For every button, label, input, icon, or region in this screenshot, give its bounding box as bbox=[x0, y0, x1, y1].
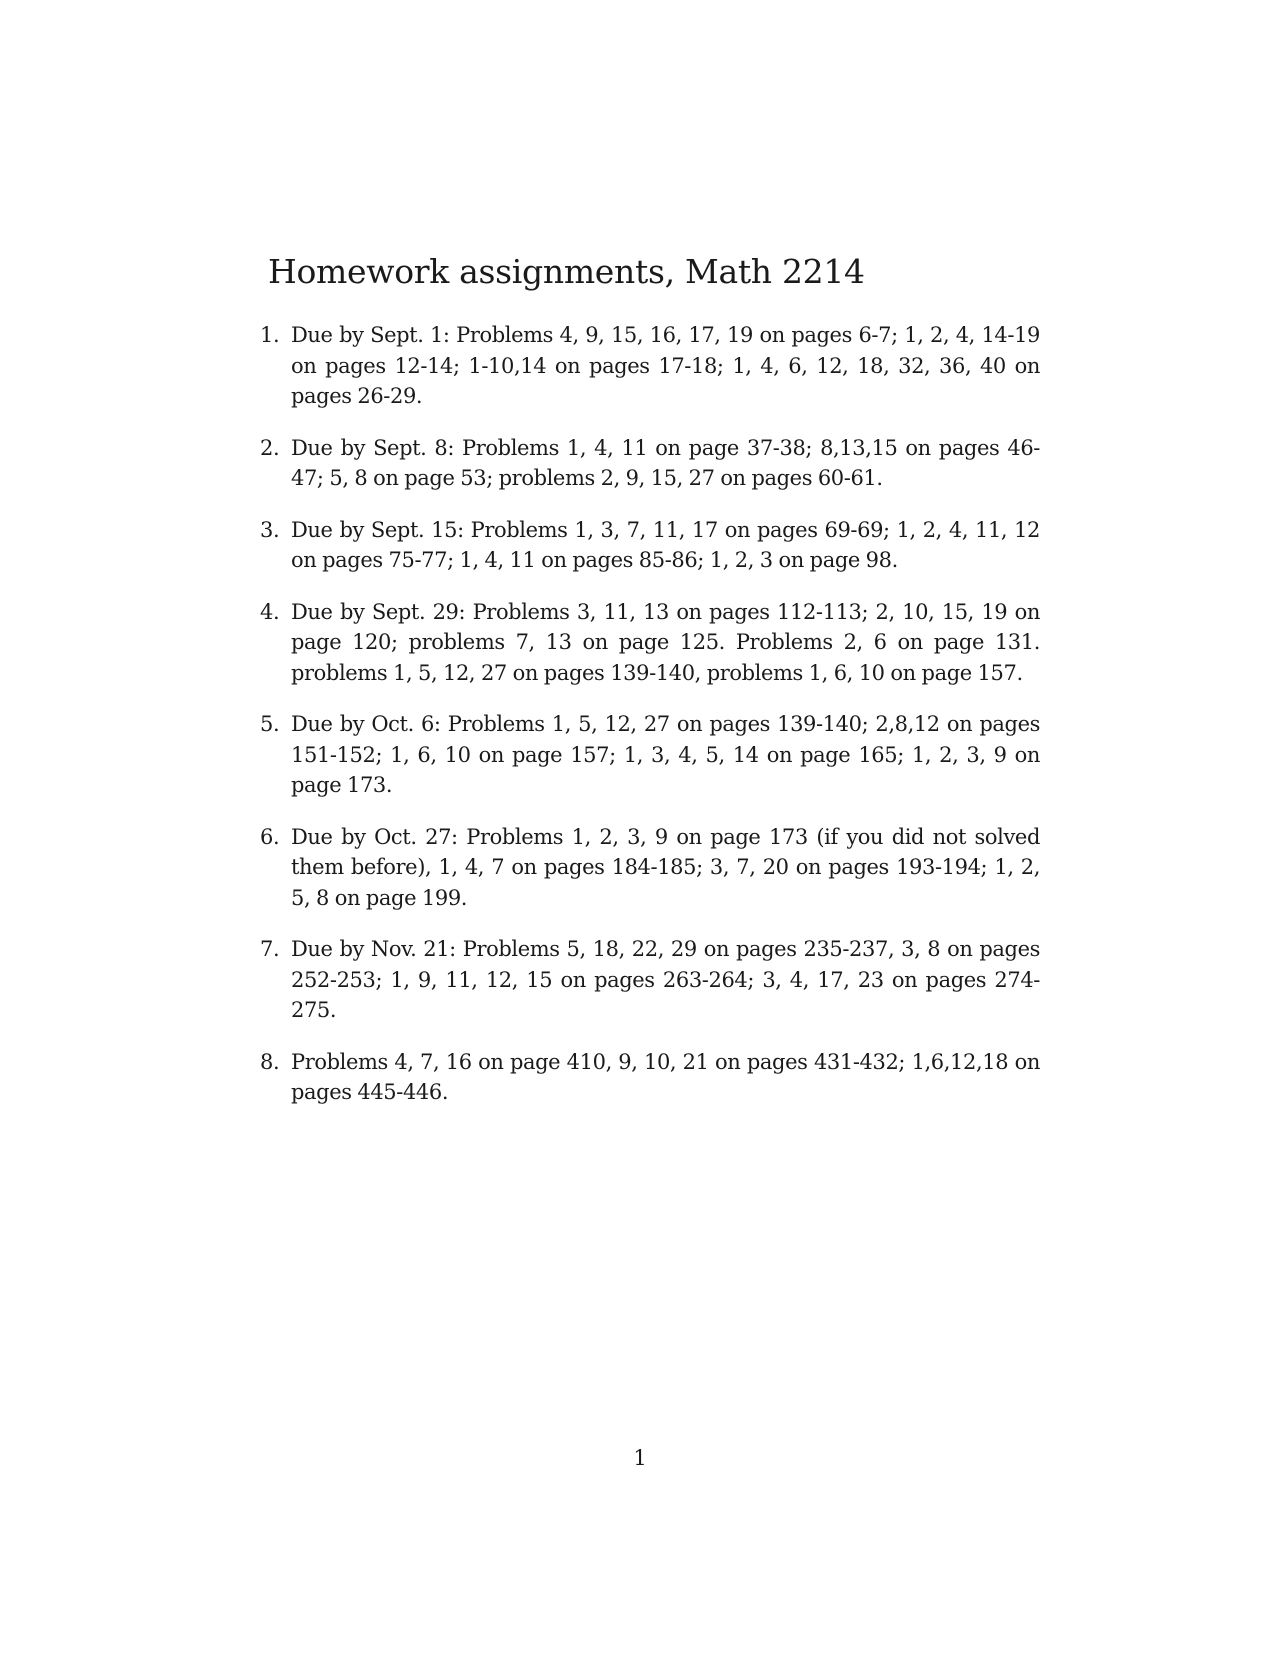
list-item-text: Due by Oct. 27: Problems 1, 2, 3, 9 on page 173 (if you did not solved them before), 1, 4, 7 on pages 184-185; 3, 7, 20 on pages 193-194; 1, 2, 5, 8 on page 199. bbox=[291, 824, 1040, 910]
list-item-number: 5. bbox=[260, 712, 280, 736]
list-item bbox=[260, 709, 1040, 801]
page-title: Homework assignments, Math 2214 bbox=[268, 252, 865, 291]
list-item-number: 7. bbox=[260, 937, 280, 961]
list-item-text: Due by Sept. 1: Problems 4, 9, 15, 16, 17, 19 on pages 6-7; 1, 2, 4, 14-19 on pages 12-14; 1-10,14 on pages 17-18; 1, 4, 6, 12, 18, 32, 36, 40 on pages 26-29. bbox=[291, 323, 1040, 408]
list-item bbox=[260, 934, 1040, 1026]
list-item-text: Due by Sept. 15: Problems 1, 3, 7, 11, 17 on pages 69-69; 1, 2, 4, 11, 12 on pages 75-77; 1, 4, 11 on pages 85-86; 1, 2, 3 on page 98. bbox=[291, 517, 1040, 572]
list-item-number: 8. bbox=[260, 1049, 280, 1074]
list-item-number: 4. bbox=[260, 599, 280, 624]
list-item bbox=[260, 822, 1040, 914]
list-item-number: 6. bbox=[260, 824, 280, 849]
list-item-number: 1. bbox=[260, 323, 280, 347]
list-item bbox=[260, 597, 1040, 689]
list-item bbox=[260, 1047, 1040, 1108]
list-item-text: Due by Sept. 29: Problems 3, 11, 13 on pages 112-113; 2, 10, 15, 19 on page 120; problems 7, 13 on page 125. Problems 2, 6 on page 131. problems 1, 5, 12, 27 on pages 139-140, problems 1, 6, 10 on page 157. bbox=[291, 599, 1040, 685]
list-item bbox=[260, 515, 1040, 576]
list-item bbox=[260, 433, 1040, 494]
list-item-number: 2. bbox=[260, 435, 280, 460]
list-item-number: 3. bbox=[260, 517, 280, 542]
list-item-text: Due by Nov. 21: Problems 5, 18, 22, 29 on pages 235-237, 3, 8 on pages 252-253; 1, 9, 11, 12, 15 on pages 263-264; 3, 4, 17, 23 on pages 274-275. bbox=[291, 937, 1040, 1022]
page-number: 1 bbox=[633, 1446, 647, 1470]
list-item-text: Problems 4, 7, 16 on page 410, 9, 10, 21 on pages 431-432; 1,6,12,18 on pages 445-446. bbox=[291, 1049, 1040, 1104]
list-item bbox=[260, 320, 1040, 412]
assignment-list bbox=[260, 320, 1040, 1129]
list-item-text: Due by Sept. 8: Problems 1, 4, 11 on page 37-38; 8,13,15 on pages 46-47; 5, 8 on page 53; problems 2, 9, 15, 27 on pages 60-61. bbox=[291, 435, 1040, 490]
list-item-text: Due by Oct. 6: Problems 1, 5, 12, 27 on pages 139-140; 2,8,12 on pages 151-152; 1, 6, 10 on page 157; 1, 3, 4, 5, 14 on page 165; 1, 2, 3, 9 on page 173. bbox=[291, 712, 1040, 797]
